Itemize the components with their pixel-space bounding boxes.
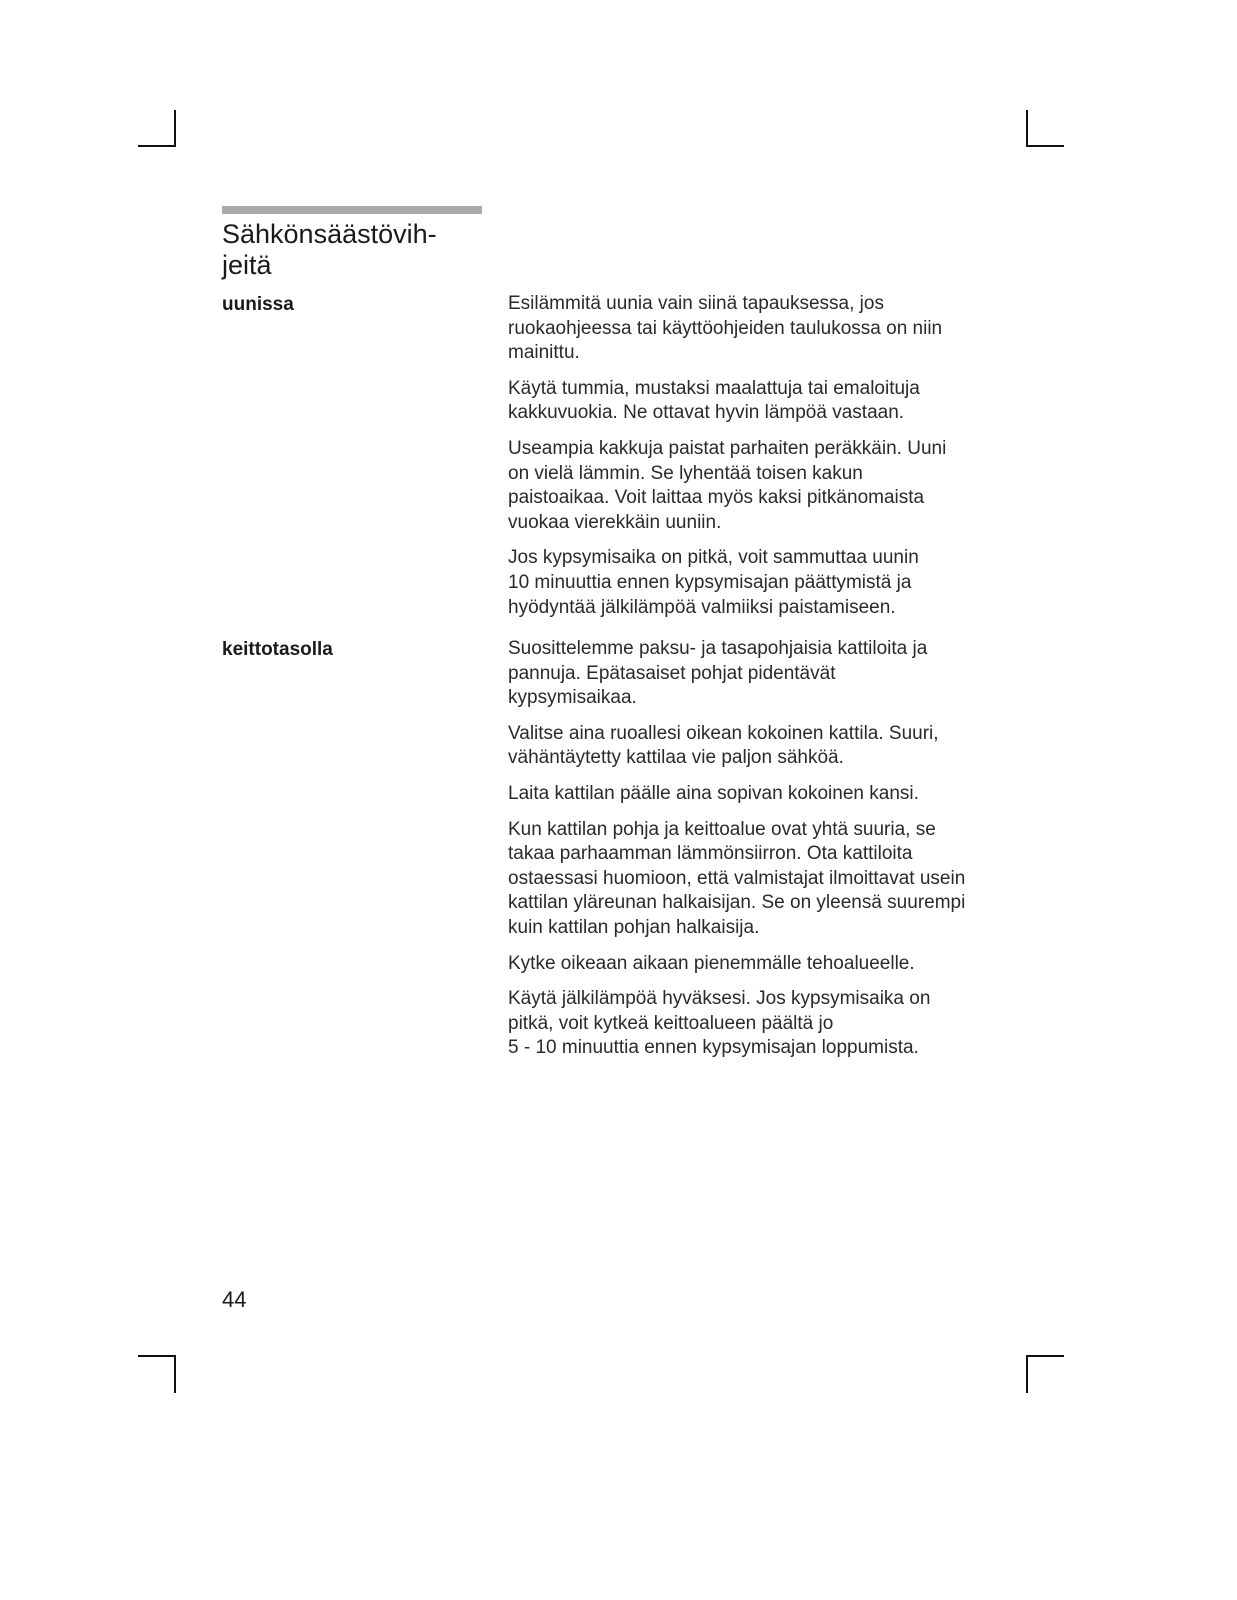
section-label: keittotasolla (222, 639, 333, 660)
text-line: kakkuvuokia. Ne ottavat hyvin lämpöä vastaan. (508, 402, 905, 424)
paragraph (508, 292, 988, 366)
crop-mark-top-right-vertical (1026, 110, 1028, 147)
text-line: ruokaohjeessa tai käyttöohjeiden taulukossa on niin (508, 317, 943, 339)
crop-mark-top-left-vertical (174, 110, 176, 147)
section-body (508, 637, 988, 1072)
crop-mark-bottom-left-vertical (174, 1355, 176, 1393)
text-line: pitkä, voit kytkeä keittoalueen päältä jo (508, 1012, 834, 1034)
text-line: Suosittelemme paksu- ja tasapohjaisia kattiloita ja (508, 638, 928, 659)
text-line: hyödyntää jälkilämpöä valmiiksi paistamiseen. (508, 596, 896, 618)
paragraph (508, 987, 988, 1061)
crop-mark-top-left-horizontal (138, 145, 174, 147)
text-line: pannuja. Epätasaiset pohjat pidentävät (508, 662, 836, 684)
section-body (508, 292, 988, 631)
text-line: takaa parhaamman lämmönsiirron. Ota kattiloita (508, 843, 913, 865)
crop-mark-top-right-horizontal (1026, 145, 1064, 147)
paragraph (508, 782, 988, 807)
crop-mark-bottom-left-horizontal (138, 1355, 174, 1357)
paragraph (508, 437, 988, 535)
paragraph (508, 637, 988, 711)
text-line: Valitse aina ruoallesi oikean kokoinen kattila. Suuri, (508, 722, 939, 744)
text-line: Esilämmitä uunia vain siinä tapauksessa, jos (508, 293, 884, 314)
paragraph (508, 722, 988, 771)
page-title (222, 219, 492, 281)
page-title-line: Sähkönsäästövih- (222, 219, 437, 249)
text-line: 10 minuuttia ennen kypsymisajan päättymistä ja (508, 571, 912, 593)
text-line: Laita kattilan päälle aina sopivan kokoinen kansi. (508, 782, 919, 804)
paragraph (508, 818, 988, 941)
text-line: kattilan yläreunan halkaisijan. Se on yleensä suurempi (508, 892, 966, 914)
text-line: Käytä tummia, mustaksi maalattuja tai emaloituja (508, 377, 920, 399)
paragraph (508, 952, 988, 977)
crop-mark-bottom-right-horizontal (1026, 1355, 1064, 1357)
text-line: Kytke oikeaan aikaan pienemmälle tehoalueelle. (508, 952, 915, 974)
paragraph (508, 377, 988, 426)
text-line: mainittu. (508, 342, 580, 364)
section-label: uunissa (222, 294, 294, 315)
text-line: on vielä lämmin. Se lyhentää toisen kakun (508, 462, 863, 484)
text-line: 5 - 10 minuuttia ennen kypsymisajan loppumista. (508, 1037, 919, 1059)
crop-mark-bottom-right-vertical (1026, 1355, 1028, 1393)
text-line: Kun kattilan pohja ja keittoalue ovat yhtä suuria, se (508, 818, 936, 840)
text-line: vähäntäytetty kattilaa vie paljon sähköä. (508, 747, 844, 769)
text-line: kuin kattilan pohjan halkaisija. (508, 916, 760, 938)
text-line: Jos kypsymisaika on pitkä, voit sammuttaa uunin (508, 547, 919, 569)
page-number: 44 (222, 1287, 247, 1312)
text-line: vuokaa vierekkäin uuniin. (508, 511, 722, 533)
text-line: kypsymisaikaa. (508, 687, 637, 709)
paragraph (508, 546, 988, 620)
title-rule (222, 206, 482, 214)
text-line: Useampia kakkuja paistat parhaiten peräkkäin. Uuni (508, 437, 947, 459)
text-line: paistoaikaa. Voit laittaa myös kaksi pitkänomaista (508, 487, 925, 509)
page-title-line: jeitä (222, 250, 272, 280)
text-line: ostaessasi huomioon, että valmistajat ilmoittavat usein (508, 867, 966, 889)
text-line: Käytä jälkilämpöä hyväksesi. Jos kypsymisaika on (508, 988, 931, 1010)
